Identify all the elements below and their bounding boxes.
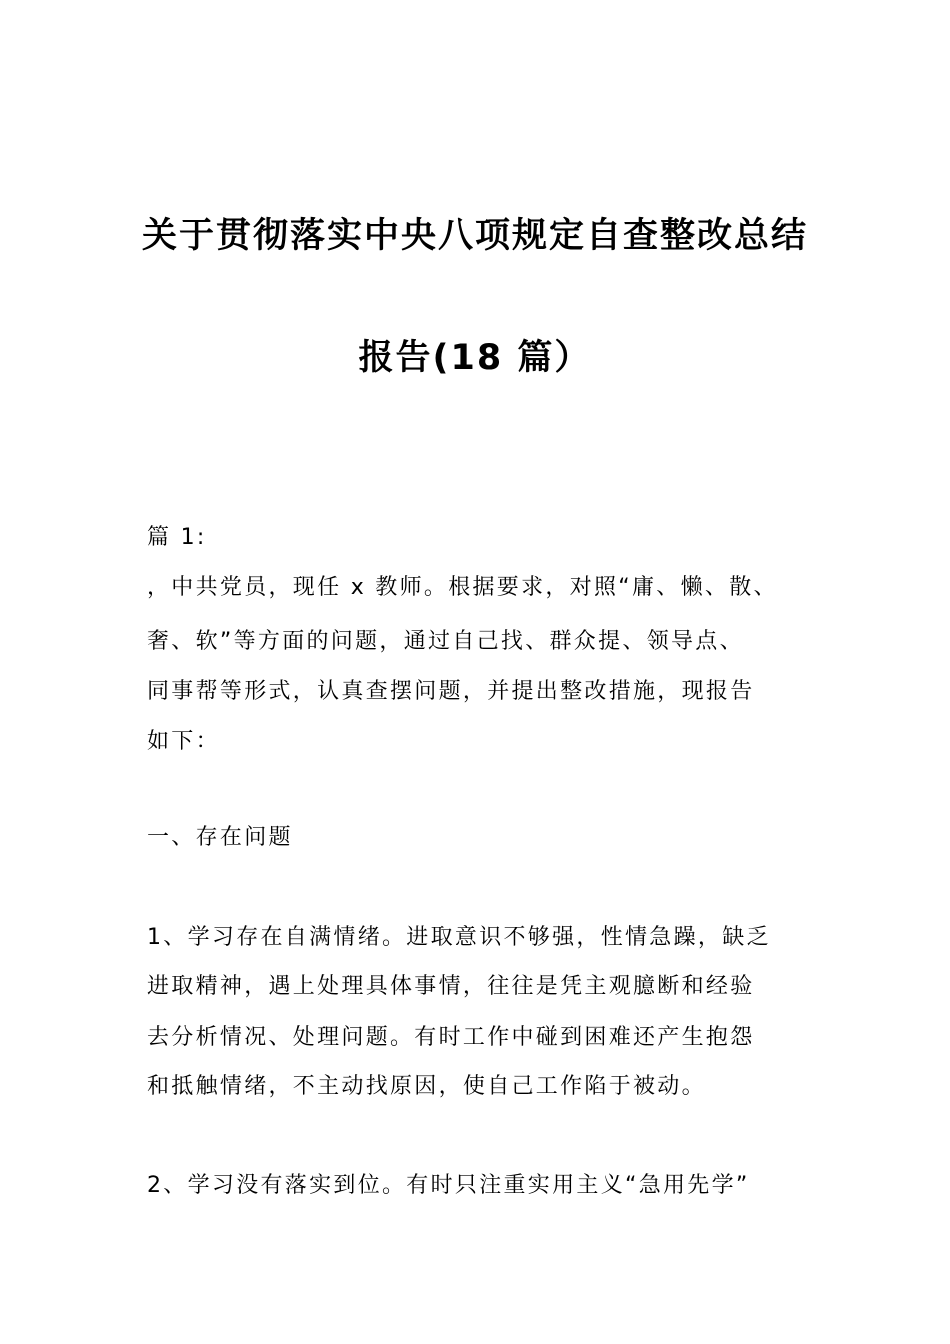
paragraph-line: ，中共党员，现任 x 教师。根据要求，对照“庸、懒、散、 bbox=[147, 575, 778, 600]
document-title-line-2: 报告(18 篇） bbox=[358, 338, 592, 378]
paragraph-line: 如下： bbox=[147, 729, 220, 754]
document-title-line-1: 关于贯彻落实中央八项规定自查整改总结 bbox=[141, 216, 808, 256]
paragraph-line: 同事帮等形式，认真查摆问题，并提出整改措施，现报告 bbox=[147, 679, 755, 704]
paragraph-line: 进取精神，遇上处理具体事情，往往是凭主观臆断和经验 bbox=[147, 974, 755, 999]
paragraph-line: 1、学习存在自满情绪。进取意识不够强，性情急躁，缺乏 bbox=[147, 925, 771, 950]
section-label: 篇 1: bbox=[147, 525, 207, 550]
paragraph-line: 和抵触情绪，不主动找原因，使自己工作陷于被动。 bbox=[147, 1074, 706, 1099]
paragraph-line: 2、学习没有落实到位。有时只注重实用主义“急用先学” bbox=[147, 1173, 750, 1198]
paragraph-line: 去分析情况、处理问题。有时工作中碰到困难还产生抱怨 bbox=[147, 1025, 755, 1050]
paragraph-line: 奢、软”等方面的问题，通过自己找、群众提、领导点、 bbox=[147, 629, 744, 654]
section-heading: 一、存在问题 bbox=[147, 825, 293, 850]
